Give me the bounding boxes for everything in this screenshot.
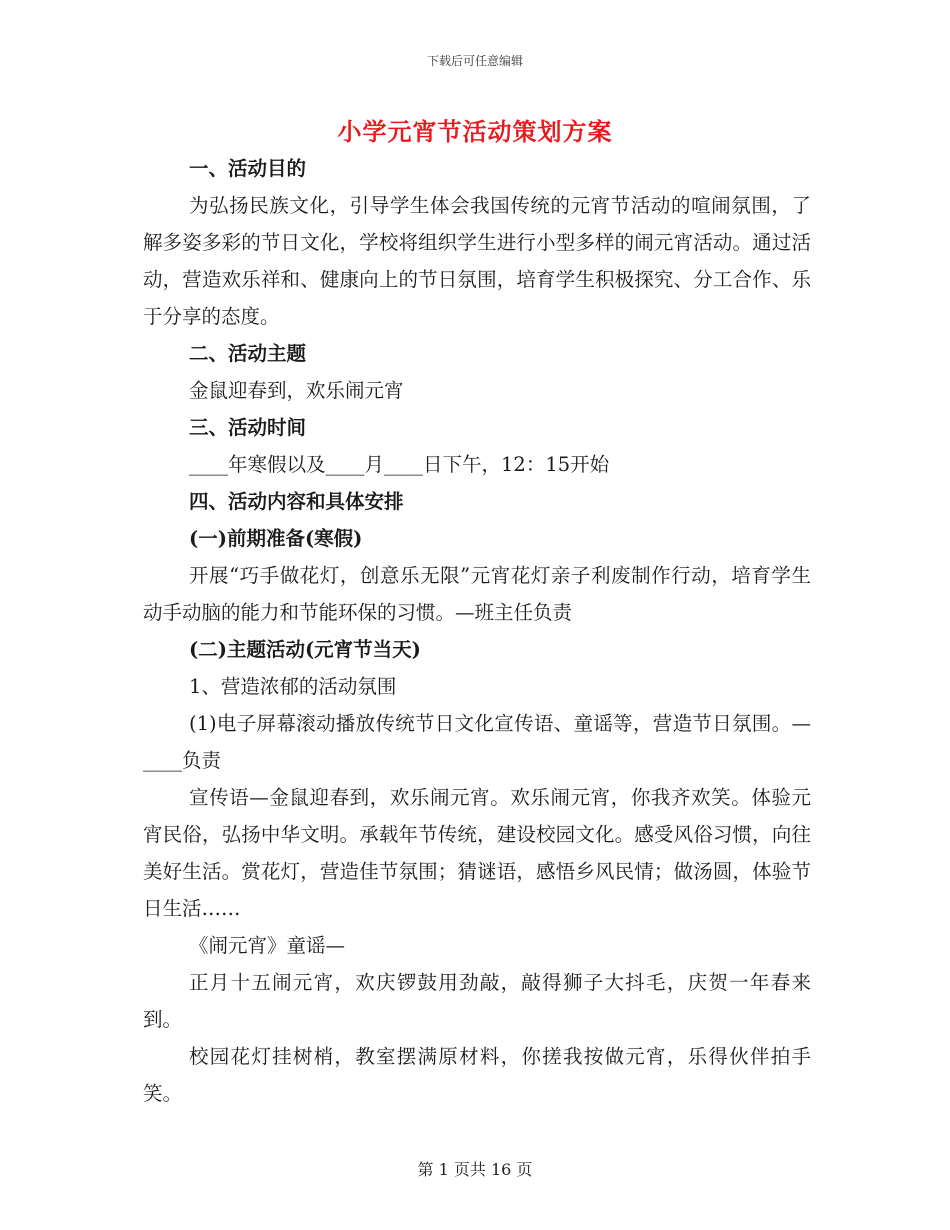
section-body-time: ____年寒假以及____月____日下午，12：15开始	[189, 453, 610, 476]
list-item-atmosphere: 1、营造浓郁的活动氛围	[189, 675, 397, 698]
subsection-heading-preparation: (一)前期准备(寒假)	[189, 527, 363, 550]
rhyme-stanza-2: 校园花灯挂树梢，教室摆满原材料，你搓我按做元宵，乐得伙伴拍手笑。	[143, 1045, 811, 1105]
rhyme-title: 《闹元宵》童谣—	[189, 934, 346, 957]
section-body-purpose: 为弘扬民族文化，引导学生体会我国传统的元宵节活动的喧闹氛围，了解多姿多彩的节日文化，学校将组织学生进行小型多样的闹元宵活动。通过活动，营造欢乐祥和、健康向上的节日氛围，培育学生积极探究、分工合作、乐于分享的态度。	[143, 194, 811, 328]
section-heading-theme: 二、活动主题	[189, 342, 307, 365]
slogan-paragraph: 宣传语—金鼠迎春到，欢乐闹元宵。欢乐闹元宵，你我齐欢笑。体验元宵民俗，弘扬中华文明。承载年节传统，建设校园文化。感受风俗习惯，向往美好生活。赏花灯，营造佳节氛围；猜谜语，感悟乡风民情；做汤圆，体验节日生活……	[143, 786, 811, 920]
document-title: 小学元宵节活动策划方案	[337, 117, 613, 146]
section-body-theme: 金鼠迎春到，欢乐闹元宵	[189, 379, 404, 402]
document-body	[143, 150, 811, 1112]
rhyme-stanza-1: 正月十五闹元宵，欢庆锣鼓用劲敲，敲得狮子大抖毛，庆贺一年春来到。	[143, 971, 811, 1031]
subsection-body-preparation: 开展“巧手做花灯，创意乐无限”元宵花灯亲子利废制作行动，培育学生动手动脑的能力和节能环保的习惯。—班主任负责	[143, 564, 811, 624]
section-heading-time: 三、活动时间	[189, 416, 307, 439]
page-footer: 第 1 页共 16 页	[417, 1160, 533, 1179]
section-heading-purpose: 一、活动目的	[189, 157, 307, 180]
list-item-screen-broadcast: (1)电子屏幕滚动播放传统节日文化宣传语、童谣等，营造节日氛围。—____负责	[143, 712, 811, 772]
subsection-heading-main-activity: (二)主题活动(元宵节当天)	[189, 638, 421, 661]
section-heading-content: 四、活动内容和具体安排	[189, 490, 404, 513]
header-note: 下载后可任意编辑	[426, 54, 523, 68]
